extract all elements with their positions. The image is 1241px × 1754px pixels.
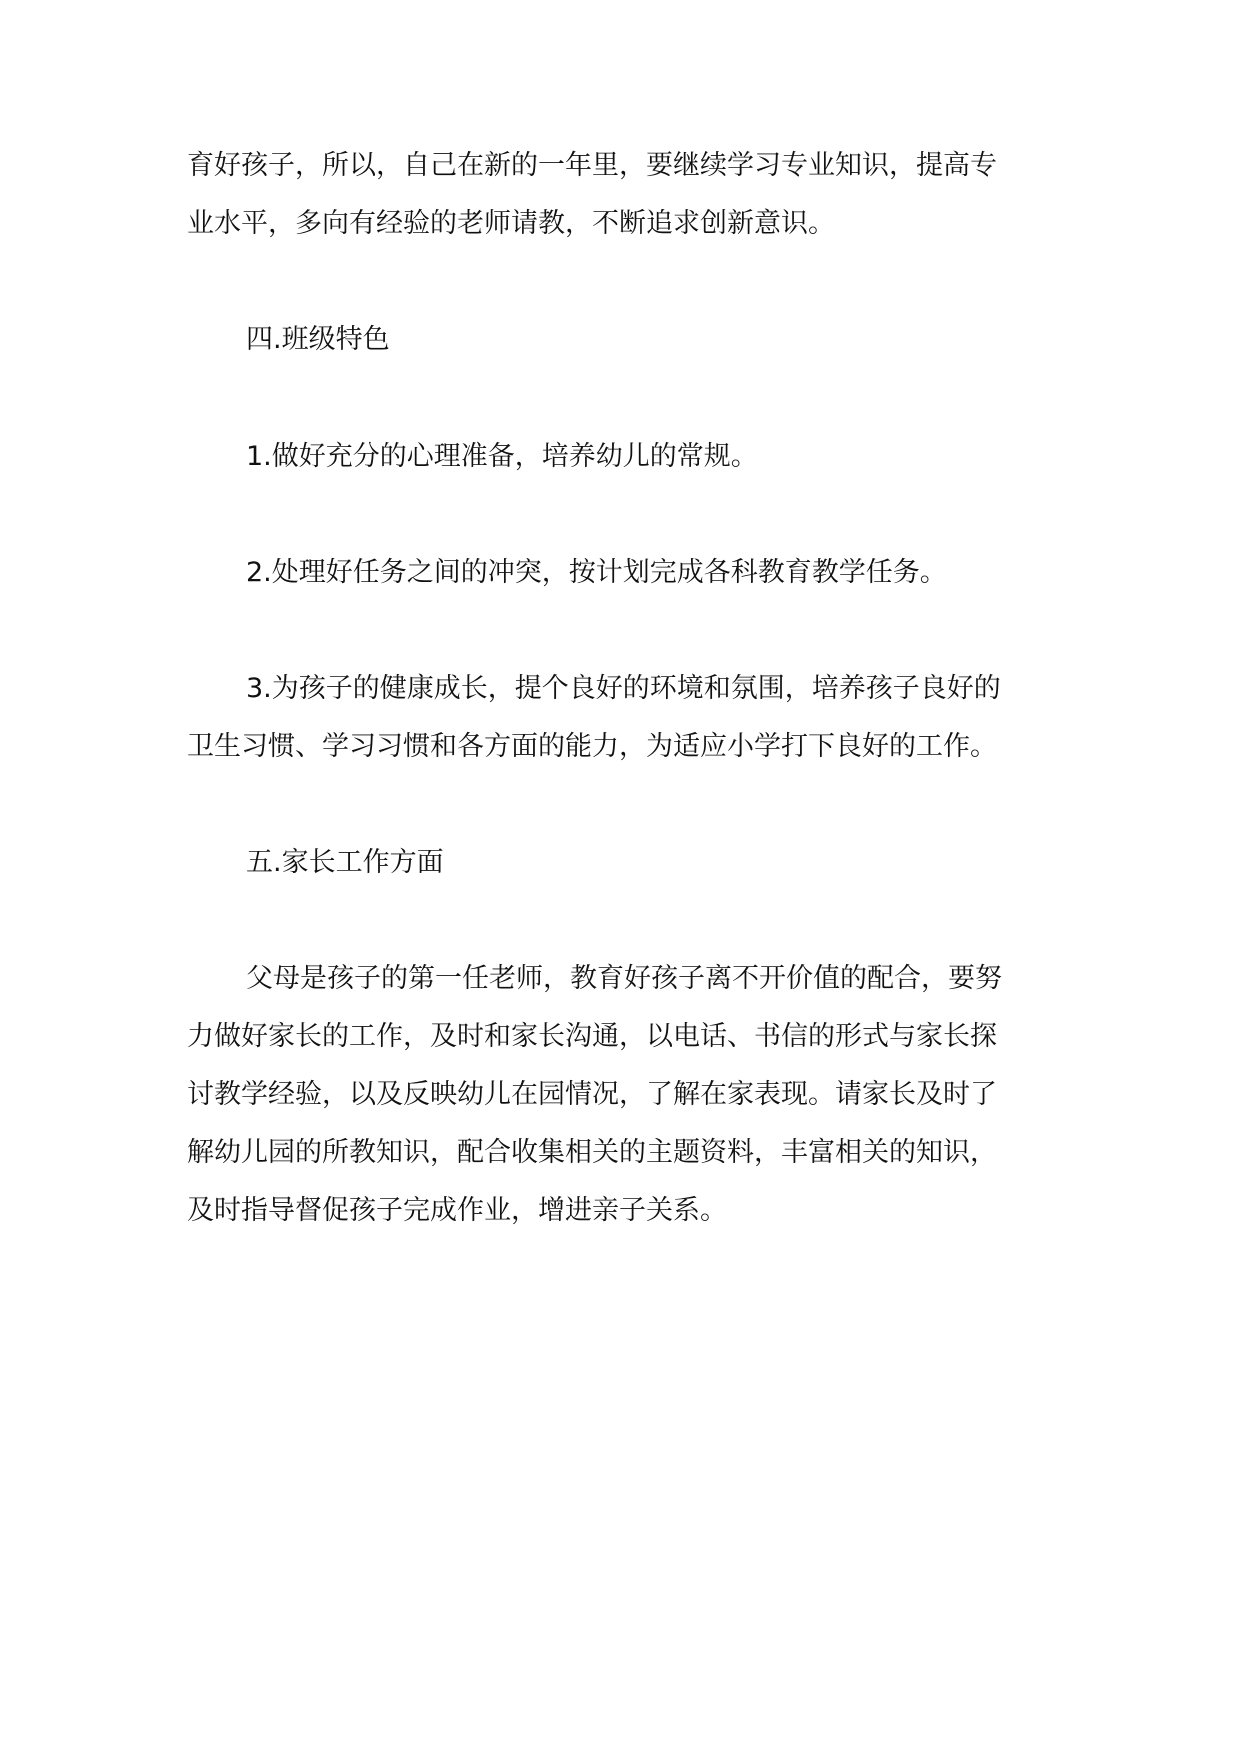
paragraph-line: 及时指导督促孩子完成作业，增进亲子关系。 <box>187 1195 727 1226</box>
paragraph-line: 育好孩子，所以，自己在新的一年里，要继续学习专业知识，提高专 <box>187 150 997 181</box>
list-item-1 <box>187 428 1087 486</box>
paragraph-line: 讨教学经验，以及反映幼儿在园情况，了解在家表现。请家长及时了 <box>187 1079 997 1110</box>
paragraph-parents <box>187 950 1087 1240</box>
list-item-line: 2.处理好任务之间的冲突，按计划完成各科教育教学任务。 <box>246 557 947 588</box>
paragraph-line: 父母是孩子的第一任老师，教育好孩子离不开价值的配合，要努 <box>246 963 1002 994</box>
section-heading-parent-work <box>187 834 1087 892</box>
heading-line: 五.家长工作方面 <box>246 847 444 878</box>
paragraph-line: 力做好家长的工作，及时和家长沟通，以电话、书信的形式与家长探 <box>187 1021 997 1052</box>
list-item-line: 卫生习惯、学习习惯和各方面的能力，为适应小学打下良好的工作。 <box>187 731 997 762</box>
list-item-3 <box>187 660 1087 776</box>
list-item-line: 1.做好充分的心理准备，培养幼儿的常规。 <box>246 441 758 472</box>
list-item-2 <box>187 544 1087 602</box>
list-item-line: 3.为孩子的健康成长，提个良好的环境和氛围，培养孩子良好的 <box>246 673 1001 704</box>
paragraph-line: 解幼儿园的所教知识，配合收集相关的主题资料，丰富相关的知识， <box>187 1137 997 1168</box>
paragraph-continuation <box>187 137 1087 253</box>
paragraph-line: 业水平，多向有经验的老师请教，不断追求创新意识。 <box>187 208 835 239</box>
heading-line: 四.班级特色 <box>246 324 390 355</box>
section-heading-class-features <box>187 311 1087 369</box>
